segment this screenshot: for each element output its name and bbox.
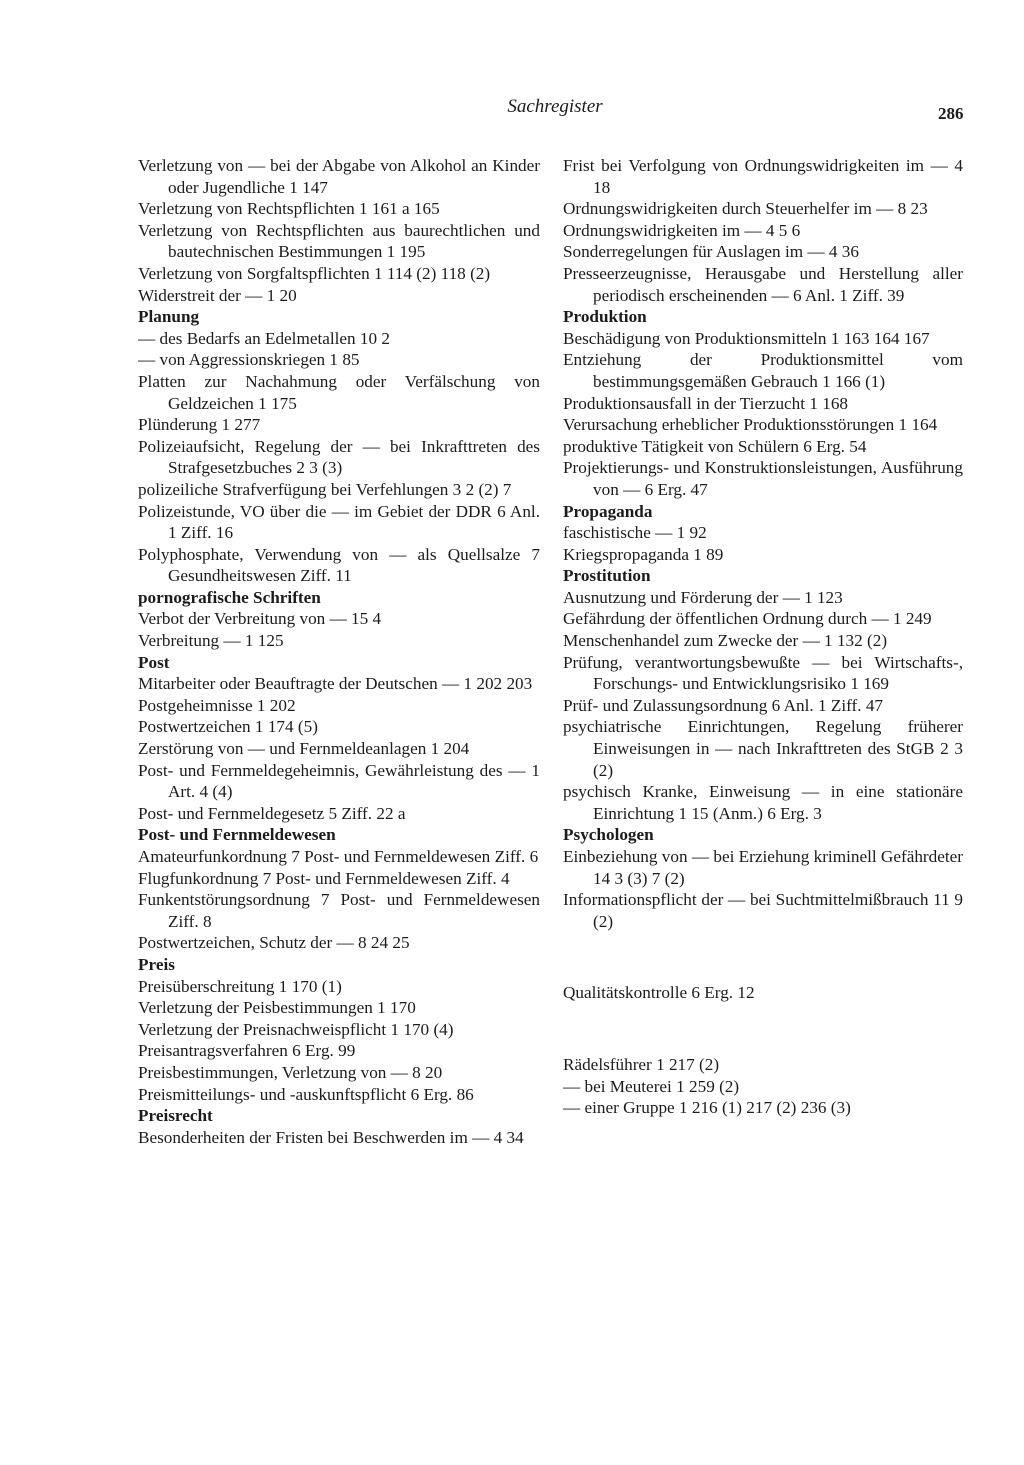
index-entry: Verletzung der Preisnachweispflicht 1 170 (4) (138, 1019, 454, 1039)
index-entry: Verursachung erheblicher Produktionsstörungen 1 164 (563, 415, 938, 435)
index-heading: Preis (138, 954, 175, 974)
index-entry: Preisantragsverfahren 6 Erg. 99 (138, 1041, 356, 1061)
index-heading: Produktion (563, 307, 647, 327)
index-entry: Verletzung der Peisbestimmungen 1 170 (138, 998, 416, 1018)
index-entry: Ordnungswidrigkeiten durch Steuerhelfer im — 8 23 (563, 199, 928, 219)
index-entry: Postgeheimnisse 1 202 (138, 695, 296, 715)
index-entry: Einbeziehung von — bei Erziehung kriminell Gefährdeter 14 3 (3) 7 (2) (563, 847, 963, 888)
index-entry: Verbreitung — 1 125 (138, 631, 284, 651)
index-entry: — von Aggressionskriegen 1 85 (138, 350, 360, 370)
index-heading: Prostitution (563, 566, 651, 586)
index-entry: produktive Tätigkeit von Schülern 6 Erg. 54 (563, 436, 867, 456)
index-entry: Verletzung von Rechtspflichten aus baurechtlichen und bautechnischen Bestimmungen 1 195 (138, 220, 540, 262)
index-entry: Menschenhandel zum Zwecke der — 1 132 (2) (563, 631, 888, 651)
index-entry: Polizeistunde, VO über die — im Gebiet der DDR 6 Anl. 1 Ziff. 16 (138, 501, 540, 543)
index-entry: Gefährdung der öffentlichen Ordnung durch — 1 249 (563, 609, 932, 629)
index-entry: Verletzung von — bei der Abgabe von Alkohol an Kinder oder Jugendliche 1 147 (138, 156, 540, 197)
index-entry: Polyphosphate, Verwendung von — als Quellsalze 7 Gesundheitswesen Ziff. 11 (138, 544, 540, 586)
index-entry: Besonderheiten der Fristen bei Beschwerden im — 4 34 (138, 1127, 524, 1147)
index-entry: polizeiliche Strafverfügung bei Verfehlungen 3 2 (2) 7 (138, 479, 512, 499)
index-entry: Postwertzeichen, Schutz der — 8 24 25 (138, 933, 410, 953)
index-entry: Amateurfunkordnung 7 Post- und Fernmeldewesen Ziff. 6 (138, 847, 539, 866)
index-entry: Funkentstörungsordnung 7 Post- und Fernmeldewesen Ziff. 8 (138, 890, 540, 931)
index-heading: Propaganda (563, 501, 653, 521)
index-entry: Preisbestimmungen, Verletzung von — 8 20 (138, 1062, 443, 1082)
index-entry: Sonderregelungen für Auslagen im — 4 36 (563, 242, 859, 262)
index-entry: Post- und Fernmeldegeheimnis, Gewährleistung des — 1 Art. 4 (4) (138, 760, 540, 802)
index-entry: Verletzung von Rechtspflichten 1 161 a 165 (138, 199, 440, 219)
index-column-left (138, 155, 540, 1148)
index-entry: Preisüberschreitung 1 170 (1) (138, 976, 342, 996)
index-entry: Rädelsführer 1 217 (2) (563, 1054, 720, 1074)
index-column-right (563, 155, 963, 1119)
index-entry: — des Bedarfs an Edelmetallen 10 2 (138, 328, 391, 348)
index-heading: Post- und Fernmeldewesen (138, 825, 336, 845)
index-entry: Informationspflicht der — bei Suchtmittelmißbrauch 11 9 (2) (563, 890, 963, 931)
index-heading: Preisrecht (138, 1106, 213, 1126)
index-entry: Entziehung der Produktionsmittel vom bestimmungsgemäßen Gebrauch 1 166 (1) (563, 350, 963, 391)
index-entry: Polizeiaufsicht, Regelung der — bei Inkrafttreten des Strafgesetzbuches 2 3 (3) (138, 436, 540, 478)
index-entry: Plünderung 1 277 (138, 415, 261, 435)
index-entry: psychisch Kranke, Einweisung — in eine stationäre Einrichtung 1 15 (Anm.) 6 Erg. 3 (563, 782, 963, 823)
index-heading: Psychologen (563, 825, 654, 845)
index-entry: Preismitteilungs- und -auskunftspflicht 6 Erg. 86 (138, 1084, 474, 1104)
index-entry: Post- und Fernmeldegesetz 5 Ziff. 22 a (138, 803, 406, 823)
index-entry: Zerstörung von — und Fernmeldeanlagen 1 204 (138, 739, 470, 759)
index-entry: Qualitätskontrolle 6 Erg. 12 (563, 983, 755, 1003)
index-heading: Post (138, 652, 170, 672)
index-heading: pornografische Schriften (138, 587, 321, 607)
index-entry: Kriegspropaganda 1 89 (563, 544, 724, 564)
index-entry: psychiatrische Einrichtungen, Regelung früherer Einweisungen in — nach Inkrafttreten des StGB 2 3 (2) (563, 717, 963, 780)
index-entry: Verletzung von Sorgfaltspflichten 1 114 (2) 118 (2) (138, 263, 491, 283)
index-entry: Widerstreit der — 1 20 (138, 285, 297, 305)
index-entry: faschistische — 1 92 (563, 523, 707, 543)
index-entry: — bei Meuterei 1 259 (2) (563, 1076, 740, 1096)
index-entry: Mitarbeiter oder Beauftragte der Deutschen — 1 202 203 (138, 674, 533, 694)
page-number: 286 (938, 104, 964, 123)
index-entry: Ordnungswidrigkeiten im — 4 5 6 (563, 220, 801, 240)
index-entry: Frist bei Verfolgung von Ordnungswidrigkeiten im — 4 18 (563, 156, 963, 197)
index-entry: Produktionsausfall in der Tierzucht 1 168 (563, 393, 849, 413)
index-entry: Platten zur Nachahmung oder Verfälschung von Geldzeichen 1 175 (138, 371, 540, 413)
index-entry: Verbot der Verbreitung von — 15 4 (138, 609, 382, 629)
running-title: Sachregister (507, 96, 603, 117)
index-entry: Beschädigung von Produktionsmitteln 1 163 164 167 (563, 328, 930, 348)
index-entry: Flugfunkordnung 7 Post- und Fernmeldewesen Ziff. 4 (138, 868, 510, 888)
index-entry: Projektierungs- und Konstruktionsleistungen, Ausführung von — 6 Erg. 47 (563, 458, 963, 499)
index-entry: Presseerzeugnisse, Herausgabe und Herstellung aller periodisch erscheinenden — 6 Anl. 1 Ziff. 39 (563, 263, 963, 305)
index-entry: — einer Gruppe 1 216 (1) 217 (2) 236 (3) (563, 1098, 851, 1118)
index-entry: Prüfung, verantwortungsbewußte — bei Wirtschafts-, Forschungs- und Entwicklungsrisiko 1 169 (563, 652, 963, 694)
index-entry: Ausnutzung und Förderung der — 1 123 (563, 587, 843, 607)
index-heading: Planung (138, 307, 200, 327)
index-entry: Postwertzeichen 1 174 (5) (138, 717, 318, 737)
index-entry: Prüf- und Zulassungsordnung 6 Anl. 1 Ziff. 47 (563, 695, 884, 715)
